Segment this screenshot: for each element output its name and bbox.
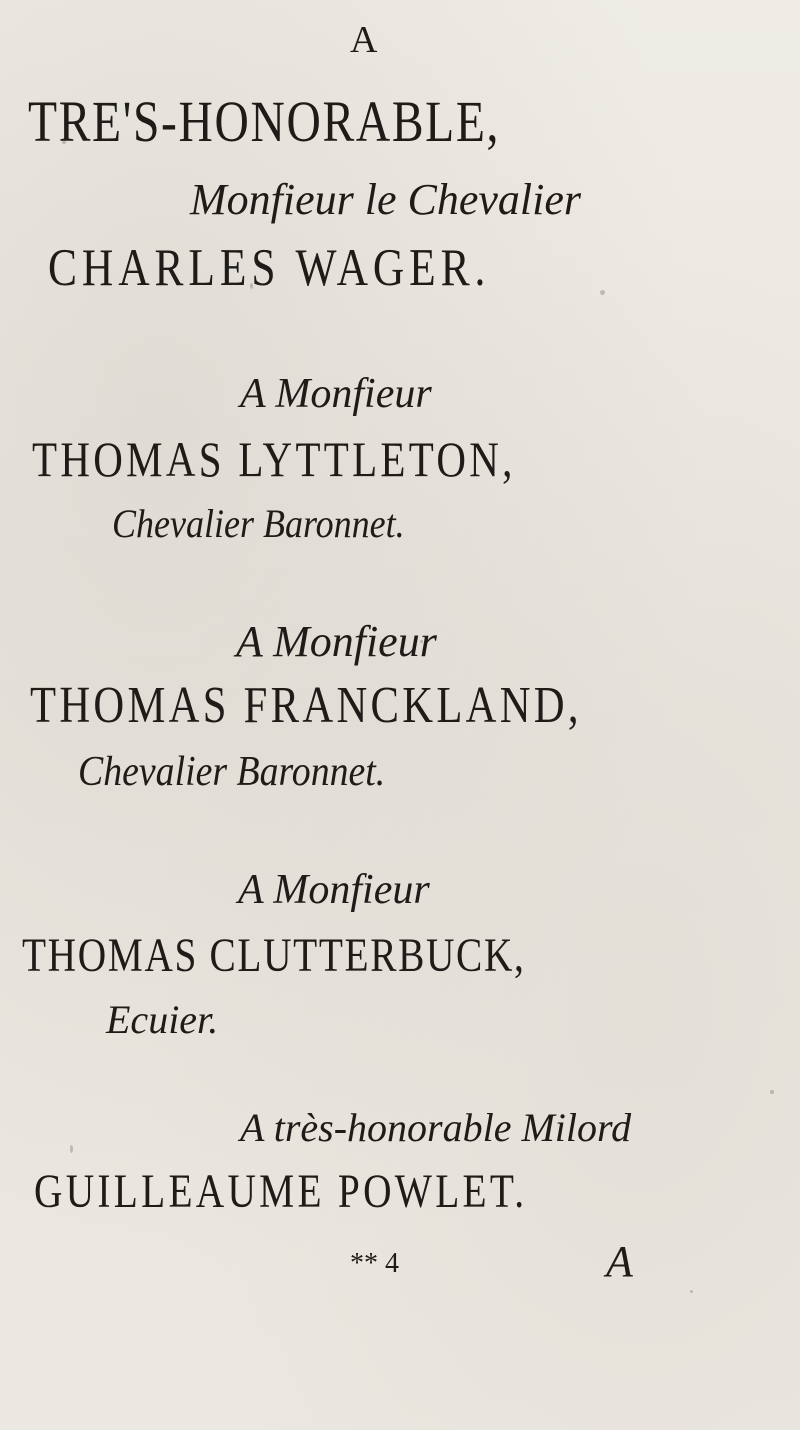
dedication-3-prefix: A Monfieur — [236, 617, 437, 666]
paper-speck — [690, 1290, 693, 1293]
signature-mark: ** 4 — [350, 1248, 399, 1279]
dedication-2-rank: Chevalier Baronnet. — [112, 501, 405, 546]
dedication-5-prefix: A très-honorable Milord — [240, 1105, 632, 1150]
paper-speck — [770, 1090, 774, 1094]
dedication-4-prefix: A Monfieur — [238, 867, 430, 913]
paper-speck — [600, 290, 605, 295]
dedication-1-greeting: TRE'S-HONORABLE, — [28, 89, 501, 154]
dedication-3-name: THOMAS FRANCKLAND, — [30, 677, 582, 734]
paper-speck — [70, 1145, 73, 1153]
dedication-2-name: THOMAS LYTTLETON, — [32, 431, 516, 487]
dedication-3-rank: Chevalier Baronnet. — [78, 749, 386, 795]
dedication-5-name: GUILLEAUME POWLET. — [34, 1165, 528, 1218]
header-mark: A — [350, 19, 378, 61]
dedication-2-prefix: A Monfieur — [240, 371, 432, 417]
dedication-4-name: THOMAS CLUTTERBUCK, — [22, 929, 526, 982]
dedication-4-rank: Ecuier. — [106, 997, 219, 1042]
dedication-1-title: Monfieur le Chevalier — [190, 175, 582, 224]
dedication-1-name: CHARLES WAGER. — [48, 239, 491, 297]
catchword: A — [606, 1237, 633, 1286]
